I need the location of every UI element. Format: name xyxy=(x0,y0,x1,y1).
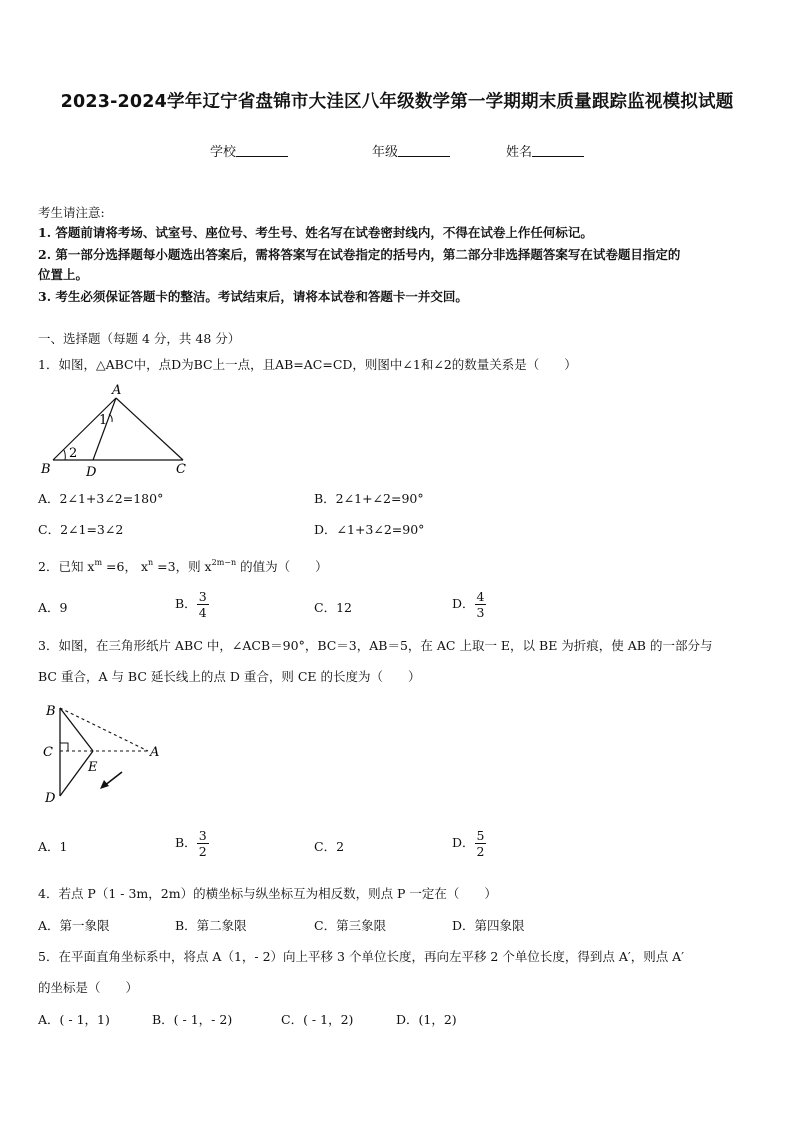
question-1-option-a[interactable]: A．2∠1+3∠2=180° xyxy=(38,491,164,506)
question-1-option-d[interactable]: D．∠1+3∠2=90° xyxy=(314,522,425,537)
figure-angle-1: 1 xyxy=(99,413,108,428)
question-1-figure xyxy=(38,380,198,478)
figure-angle-2: 2 xyxy=(69,446,78,461)
question-5-option-b[interactable]: B．( - 1，- 2) xyxy=(152,1012,233,1027)
question-4-option-c[interactable]: C．第三象限 xyxy=(314,918,387,933)
question-1-option-c[interactable]: C．2∠1=3∠2 xyxy=(38,522,124,537)
question-3-option-b[interactable]: B． $\frac{3}{2}$ xyxy=(175,828,207,859)
question-2-option-c[interactable]: C．12 xyxy=(314,600,352,615)
figure-label-B: B xyxy=(46,704,56,719)
school-field[interactable] xyxy=(210,141,288,160)
question-5-option-d[interactable]: D．(1，2) xyxy=(396,1012,457,1027)
fraction: $\frac{3}{2}$ xyxy=(198,828,207,859)
notice-item: 3. 考生必须保证答题卡的整洁。考试结束后，请将本试卷和答题卡一并交回。 xyxy=(38,289,468,304)
question-4-stem: 4．若点 P（1 - 3m，2m）的横坐标与纵坐标互为相反数，则点 P 一定在（ ） xyxy=(38,886,497,901)
question-4-option-d[interactable]: D．第四象限 xyxy=(452,918,525,933)
grade-field[interactable] xyxy=(372,141,450,160)
question-5-stem-line-1: 5．在平面直角坐标系中，将点 A（1，- 2）向上平移 3 个单位长度，再向左平移 2 个单位长度，得到点 A′，则点 A′ xyxy=(38,949,685,964)
name-blank[interactable] xyxy=(532,144,584,157)
figure-label-B: B xyxy=(41,462,51,477)
grade-blank[interactable] xyxy=(398,144,450,157)
question-1-option-b[interactable]: B．2∠1+∠2=90° xyxy=(314,491,424,506)
notice-item: 2. 第一部分选择题每小题选出答案后，需将答案写在试卷指定的括号内，第二部分非选择题答案写在试卷题目指定的 xyxy=(38,247,681,262)
figure-label-E: E xyxy=(88,760,98,775)
school-blank[interactable] xyxy=(236,144,288,157)
question-2-option-d[interactable]: D． $\frac{4}{3}$ xyxy=(452,589,485,620)
fraction: $\frac{5}{2}$ xyxy=(476,828,485,859)
figure-label-A: A xyxy=(150,745,160,760)
question-4-option-a[interactable]: A．第一象限 xyxy=(38,918,110,933)
school-label: 学校 xyxy=(210,145,237,160)
question-3-figure xyxy=(38,700,168,808)
question-4-option-b[interactable]: B．第二象限 xyxy=(175,918,247,933)
question-3-stem-line-1: 3．如图，在三角形纸片 ABC 中，∠ACB＝90°，BC＝3，AB＝5，在 AC 上取一 E，以 BE 为折痕，使 AB 的一部分与 xyxy=(38,638,713,653)
question-3-option-d[interactable]: D． $\frac{5}{2}$ xyxy=(452,828,485,859)
section-heading: 一、选择题（每题 4 分，共 48 分） xyxy=(38,331,241,346)
question-5-stem-line-2: 的坐标是（ ） xyxy=(38,980,139,995)
question-3-option-a[interactable]: A．1 xyxy=(38,839,68,854)
figure-label-C: C xyxy=(176,462,186,477)
figure-label-A: A xyxy=(112,383,122,398)
question-5-option-a[interactable]: A．( - 1，1) xyxy=(38,1012,110,1027)
notice-item: 位置上。 xyxy=(38,267,89,282)
name-field[interactable] xyxy=(506,141,584,160)
figure-label-D: D xyxy=(86,465,97,478)
fraction: $\frac{3}{4}$ xyxy=(198,589,207,620)
question-3-option-c[interactable]: C．2 xyxy=(314,839,345,854)
notice-item: 1. 答题前请将考场、试室号、座位号、考生号、姓名写在试卷密封线内，不得在试卷上作任何标记。 xyxy=(38,225,593,240)
fraction: $\frac{4}{3}$ xyxy=(476,589,485,620)
figure-label-D: D xyxy=(45,791,56,806)
page-title: 2023-2024学年辽宁省盘锦市大洼区八年级数学第一学期期末质量跟踪监视模拟试题 xyxy=(60,92,734,112)
name-label: 姓名 xyxy=(506,145,533,160)
grade-label: 年级 xyxy=(372,145,399,160)
question-2-option-b[interactable]: B． $\frac{3}{4}$ xyxy=(175,589,207,620)
figure-label-C: C xyxy=(43,745,53,760)
notice-heading: 考生请注意: xyxy=(38,205,105,220)
question-3-stem-line-2: BC 重合，A 与 BC 延长线上的点 D 重合，则 CE 的长度为（ ） xyxy=(38,669,421,684)
question-2-option-a[interactable]: A．9 xyxy=(38,600,68,615)
question-2-stem: 2．已知 $x^m =6$， $x^n =3$，则 $x^{2m-n}$ 的值为（ ） xyxy=(38,558,328,574)
question-1-stem: 1．如图，△ABC中，点D为BC上一点，且AB=AC=CD，则图中∠1和∠2的数量关系是（ ） xyxy=(38,357,577,372)
question-5-option-c[interactable]: C．( - 1，2) xyxy=(281,1012,354,1027)
